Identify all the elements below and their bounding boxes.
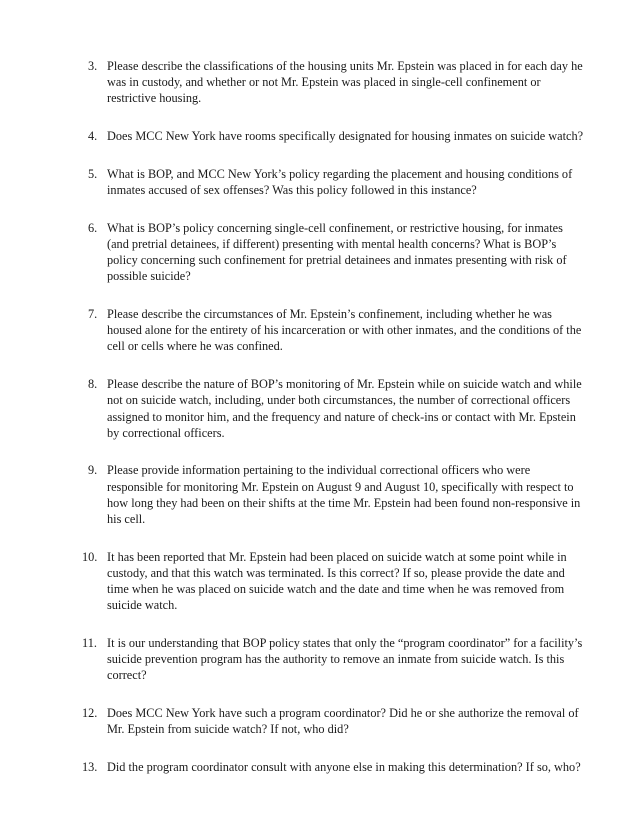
question-item-8 <box>88 376 586 441</box>
question-item-9 <box>88 462 586 527</box>
question-number: 6. <box>88 220 98 235</box>
question-number: 3. <box>88 59 98 73</box>
question-text: What is BOP’s policy concerning single-cell confinement, or restrictive housing, for inmates (and pretrial detainees, if different) presenting with mental health concerns? What is BOP’s policy concerning such confinement for pretrial detainees and inmates presenting with risk of possible suicide? <box>107 220 567 284</box>
question-number: 10. <box>82 549 98 564</box>
question-list <box>82 58 586 797</box>
question-item-11 <box>82 635 586 684</box>
question-number: 13. <box>82 760 98 775</box>
question-text: It is our understanding that BOP policy states that only the “program coordinator” for a facility’s suicide prevention program has the authority to remove an inmate from suicide watch. Is this correct? <box>107 636 583 683</box>
question-item-12 <box>82 705 586 737</box>
question-number: 12. <box>82 706 98 721</box>
question-number: 4. <box>88 129 98 144</box>
question-text: What is BOP, and MCC New York’s policy regarding the placement and housing conditions of inmates accused of sex offenses? Was this policy followed in this instance? <box>107 166 573 198</box>
question-item-5 <box>88 166 586 198</box>
question-text: Please describe the nature of BOP’s monitoring of Mr. Epstein while on suicide watch and while not on suicide watch, including, under both circumstances, the number of correctional officers assigned to monitor him, and the frequency and nature of check-ins or contact with Mr. Epstein by correctional officers. <box>107 377 582 440</box>
question-number: 8. <box>88 377 98 392</box>
question-number: 7. <box>88 307 98 322</box>
question-text: It has been reported that Mr. Epstein had been placed on suicide watch at some point while in custody, and that this watch was terminated. Is this correct? If so, please provide the date and time when he was placed on suicide watch and the date and time when he was removed from suicide watch. <box>107 549 567 613</box>
question-item-13 <box>82 759 586 775</box>
question-number: 9. <box>88 463 98 478</box>
question-number: 11. <box>82 636 97 651</box>
question-text: Does MCC New York have rooms specifically designated for housing inmates on suicide watch? <box>107 129 584 144</box>
question-text: Please provide information pertaining to the individual correctional officers who were responsible for monitoring Mr. Epstein on August 9 and August 10, specifically with respect to how long they had been on their shifts at the time Mr. Epstein had been found non-responsive in his cell. <box>107 463 581 527</box>
question-item-4 <box>88 128 586 144</box>
question-item-10 <box>82 549 586 614</box>
question-text: Please describe the circumstances of Mr. Epstein’s confinement, including whether he was housed alone for the entirety of his incarceration or with other inmates, and the conditions of the cell or cells where he was confined. <box>107 307 582 354</box>
question-item-3 <box>88 58 586 107</box>
question-number: 5. <box>88 166 98 181</box>
question-text: Does MCC New York have such a program coordinator? Did he or she authorize the removal of Mr. Epstein from suicide watch? If not, who did? <box>107 706 579 737</box>
question-text: Please describe the classifications of the housing units Mr. Epstein was placed in for each day he was in custody, and whether or not Mr. Epstein was placed in single-cell confinement or restrictive housing. <box>107 59 583 106</box>
question-text: Did the program coordinator consult with anyone else in making this determination? If so, who? <box>107 760 581 775</box>
question-item-6 <box>88 220 586 285</box>
question-item-7 <box>88 306 586 355</box>
